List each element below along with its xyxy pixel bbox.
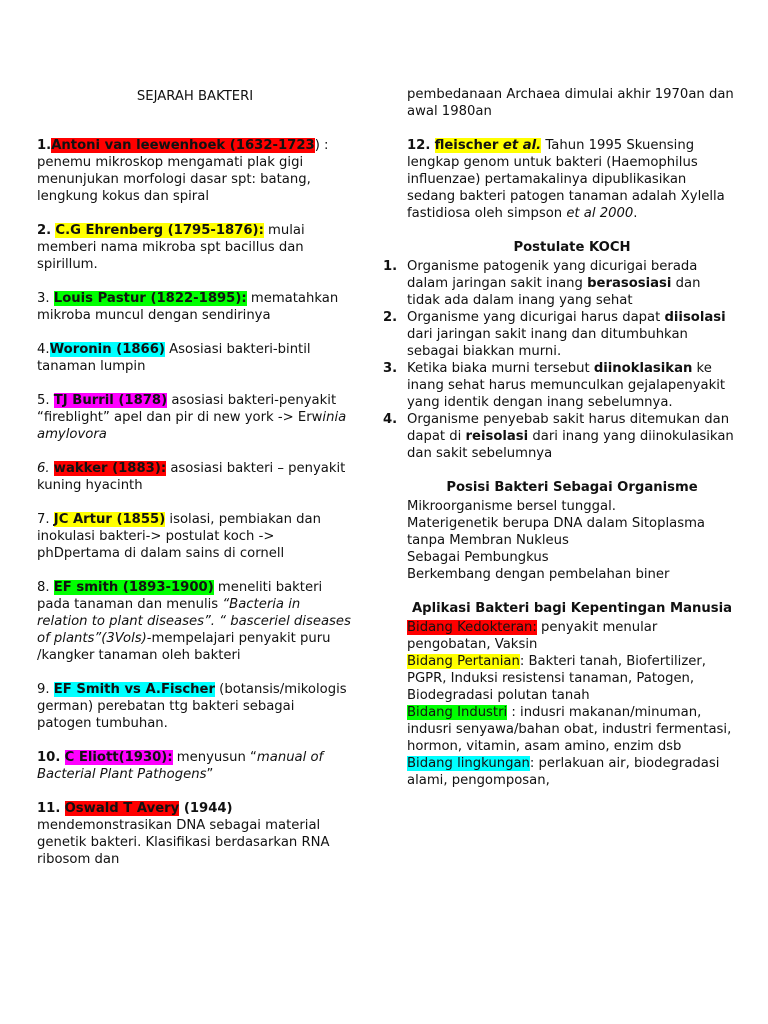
entry-5: 5. TJ Burril (1878) asosiasi bakteri-penyakit “fireblight” apel dan pir di new york -> Erwinia amylovora: [37, 393, 347, 442]
koch-title: Postulate KOCH: [513, 240, 631, 255]
entry-8-name: EF smith (1893-1900): [53, 580, 214, 595]
posisi-line: Sebagai Pembungkus: [407, 550, 549, 565]
posisi-line: Materigenetik berupa DNA dalam Sitoplasma tanpa Membran Nukleus: [407, 516, 706, 548]
entry-2: 2. C.G Ehrenberg (1795-1876): mulai memberi nama mikroba spt bacillus dan spirillum.: [37, 223, 305, 272]
entry-8: 8. EF smith (1893-1900) meneliti bakteri pada tanaman dan menulis “Bacteria in relation to plant diseases”. “ basceriel diseases of plants”(3Vols)-mempelajari penyakit puru /kangker tanaman oleh bakteri: [37, 580, 351, 663]
entry-11: 11. Oswald T Avery (1944) mendemonstrasikan DNA sebagai material genetik bakteri. Klasifikasi berdasarkan RNA ribosom dan: [37, 801, 330, 867]
aplikasi-label: Bidang Kedokteran:: [407, 620, 537, 635]
posisi-block: [407, 498, 737, 583]
entry-4: 4.Woronin (1866) Asosiasi bakteri-bintil tanaman lumpin: [37, 342, 311, 374]
aplikasi-label: Bidang lingkungan: [407, 756, 530, 771]
entry-11-name: Oswald T Avery: [64, 801, 180, 816]
koch-item: 4. Organisme penyebab sakit harus ditemukan dan dapat di reisolasi dari inang yang diinokulasikan dan sakit sebelumnya: [383, 412, 734, 461]
aplikasi-item: Bidang Pertanian: Bakteri tanah, Biofertilizer, PGPR, Induksi resistensi tanaman, Patogen, Biodegradasi polutan tanah: [407, 654, 706, 703]
entry-7: 7. JC Artur (1855) isolasi, pembiakan dan inokulasi bakteri-> postulat koch -> phDpertama di dalam sains di cornell: [37, 512, 321, 561]
right-column: [383, 86, 737, 806]
aplikasi-title: Aplikasi Bakteri bagi Kepentingan Manusia: [411, 601, 733, 616]
left-column: [37, 86, 353, 885]
entry-6-name: wakker (1883):: [53, 461, 167, 476]
entry-3: 3. Louis Pastur (1822-1895): mematahkan mikroba muncul dengan sendirinya: [37, 291, 339, 323]
aplikasi-block: [407, 619, 737, 789]
entry-3-name: Louis Pastur (1822-1895):: [53, 291, 247, 306]
entry-1: 1.Antoni van leewenhoek (1632-1723) : penemu mikroskop mengamati plak gigi menunjukan morfologi dasar spt: batang, lengkung kokus dan spiral: [37, 138, 329, 204]
aplikasi-label: Bidang Industri: [407, 705, 508, 720]
entry-12-name: fleischer et al.: [434, 138, 542, 153]
posisi-title: Posisi Bakteri Sebagai Organisme: [446, 480, 698, 495]
entry-9: 9. EF Smith vs A.Fischer (botansis/mikologis german) perebatan ttg bakteri sebagai patogen tumbuhan.: [37, 682, 347, 731]
entry-2-name: C.G Ehrenberg (1795-1876):: [55, 223, 264, 238]
entry-11-continued: pembedanaan Archaea dimulai akhir 1970an dan awal 1980an: [407, 87, 734, 119]
aplikasi-item: Bidang Industri : indusri makanan/minuman, indusri senyawa/bahan obat, industri fermentasi, hormon, vitamin, asam amino, enzim dsb: [407, 705, 732, 754]
aplikasi-item: Bidang lingkungan: perlakuan air, biodegradasi alami, pengomposan,: [407, 756, 720, 788]
entry-9-name: EF Smith vs A.Fischer: [53, 682, 215, 697]
entry-10-name: C Eliott(1930):: [64, 750, 173, 765]
posisi-line: Berkembang dengan pembelahan biner: [407, 567, 670, 582]
posisi-line: Mikroorganisme bersel tunggal.: [407, 499, 616, 514]
entry-10: 10. C Eliott(1930): menyusun “manual of Bacterial Plant Pathogens”: [37, 750, 324, 782]
entry-1-name: Antoni van leewenhoek (1632-1723: [51, 138, 315, 153]
entry-6: 6. wakker (1883): asosiasi bakteri – penyakit kuning hyacinth: [37, 461, 346, 493]
aplikasi-item: Bidang Kedokteran: penyakit menular pengobatan, Vaksin: [407, 620, 658, 652]
entry-4-name: Woronin (1866): [49, 342, 165, 357]
doc-title: SEJARAH BAKTERI: [136, 89, 254, 104]
koch-item: 3. Ketika biaka murni tersebut diinoklasikan ke inang sehat harus memunculkan gejalapenyakit yang identik dengan inang sebelumnya.: [383, 361, 726, 410]
koch-item: 1. Organisme patogenik yang dicurigai berada dalam jaringan sakit inang berasosiasi dan tidak ada dalam inang yang sehat: [383, 259, 701, 308]
koch-list: [383, 258, 737, 462]
aplikasi-label: Bidang Pertanian: [407, 654, 520, 669]
entry-7-name: JC Artur (1855): [53, 512, 166, 527]
entry-12: 12. fleischer et al. Tahun 1995 Skuensing lengkap genom untuk bakteri (Haemophilus influenzae) pertamakalinya dipublikasikan sedang bakteri patogen tanaman adalah Xylella fastidiosa oleh simpson et al 2000.: [407, 138, 725, 221]
entry-5-name: TJ Burril (1878): [53, 393, 168, 408]
koch-item: 2. Organisme yang dicurigai harus dapat diisolasi dari jaringan sakit inang dan ditumbuhkan sebagai biakkan murni.: [383, 310, 726, 359]
